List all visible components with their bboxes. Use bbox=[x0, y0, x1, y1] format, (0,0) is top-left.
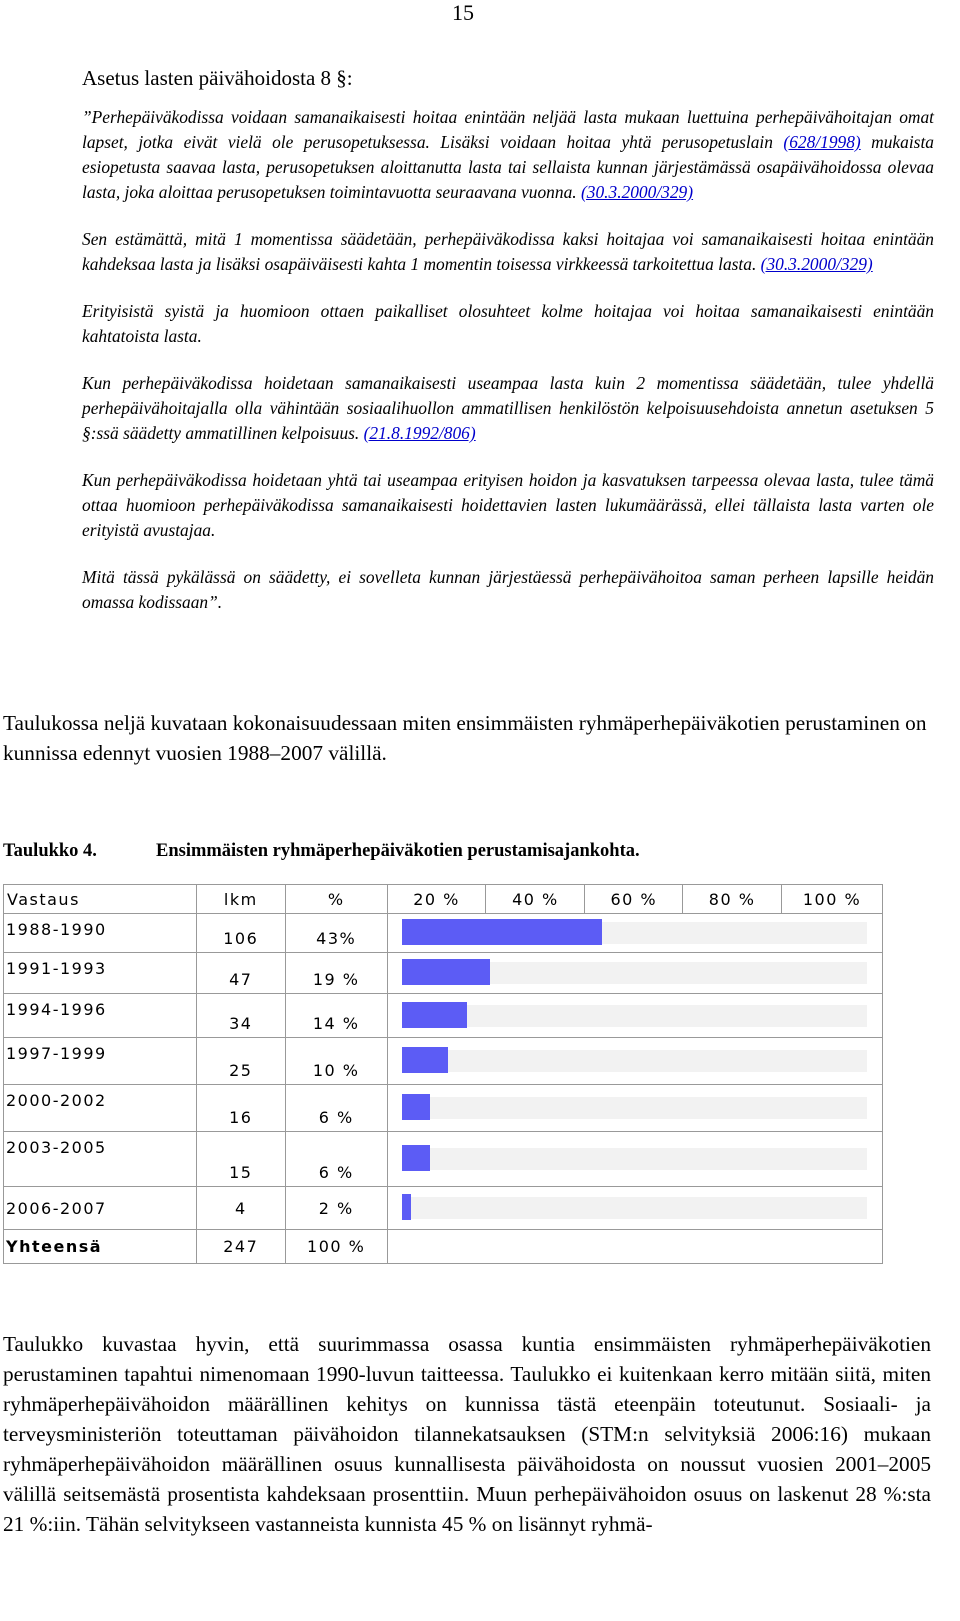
founding-period-table bbox=[3, 884, 883, 1264]
decree-paragraph-4 bbox=[82, 371, 934, 446]
page-number: 15 bbox=[452, 0, 474, 25]
total-percent-cell: 100 % bbox=[285, 1230, 387, 1264]
decree-paragraph-6: Mitä tässä pykälässä on säädetty, ei sovelleta kunnan järjestäessä perhepäivähoitoa saman perheen lapsille heidän omassa kodissaan”. bbox=[82, 567, 934, 612]
percent-cell: 2 % bbox=[285, 1187, 387, 1230]
amendment-reference-link[interactable]: (30.3.2000/329) bbox=[760, 254, 873, 274]
header-cell: 60 % bbox=[585, 885, 683, 914]
count-cell: 106 bbox=[196, 914, 285, 953]
bar-cell bbox=[387, 1132, 882, 1187]
table-row bbox=[4, 953, 883, 994]
percentage-bar bbox=[402, 1194, 411, 1220]
table-row bbox=[4, 1085, 883, 1132]
header-cell: % bbox=[285, 885, 387, 914]
count-cell: 34 bbox=[196, 994, 285, 1038]
header-cell: 100 % bbox=[782, 885, 883, 914]
period-cell: 1991-1993 bbox=[4, 953, 197, 994]
header-cell: Vastaus bbox=[4, 885, 197, 914]
bar-track bbox=[402, 1005, 867, 1027]
decree-quote bbox=[82, 66, 934, 637]
decree-paragraph-1-text-cont: mukaista esiopetusta saavaa lasta, perusopetuksen aloittanutta lasta tai sellaista kunnan järjestämässä osapäivähoidossa olevaa lasta, joka aloittaa perusopetuksen toimintavuotta seuraavana vuonna. bbox=[82, 132, 934, 202]
period-cell: 1997-1999 bbox=[4, 1038, 197, 1085]
table-total-row bbox=[4, 1230, 883, 1264]
table-row bbox=[4, 1132, 883, 1187]
bar-cell bbox=[387, 1187, 882, 1230]
percentage-bar bbox=[402, 1047, 449, 1073]
table-row bbox=[4, 994, 883, 1038]
bar-cell bbox=[387, 914, 882, 953]
percent-cell: 6 % bbox=[285, 1085, 387, 1132]
bar-track bbox=[402, 1050, 867, 1072]
count-cell: 47 bbox=[196, 953, 285, 994]
law-reference-link[interactable]: (628/1998) bbox=[783, 132, 861, 152]
period-cell: 2003-2005 bbox=[4, 1132, 197, 1187]
percentage-bar bbox=[402, 1002, 467, 1028]
table-caption-label: Taulukko 4. bbox=[3, 841, 97, 861]
table-row bbox=[4, 914, 883, 953]
percentage-bar bbox=[402, 1094, 430, 1120]
bar-cell bbox=[387, 1038, 882, 1085]
decree-paragraph-2 bbox=[82, 227, 934, 277]
amendment-reference-link[interactable]: (30.3.2000/329) bbox=[580, 182, 694, 202]
header-cell: lkm bbox=[196, 885, 285, 914]
bar-track bbox=[402, 962, 867, 984]
period-cell: 1994-1996 bbox=[4, 994, 197, 1038]
bar-cell bbox=[387, 1085, 882, 1132]
table-caption bbox=[3, 841, 640, 862]
total-count-cell: 247 bbox=[196, 1230, 285, 1264]
period-cell: 1988-1990 bbox=[4, 914, 197, 953]
header-cell: 40 % bbox=[486, 885, 585, 914]
count-cell: 4 bbox=[196, 1187, 285, 1230]
total-label-cell: Yhteensä bbox=[4, 1230, 197, 1264]
percentage-bar bbox=[402, 1145, 430, 1171]
percent-cell: 19 % bbox=[285, 953, 387, 994]
bar-cell bbox=[387, 1230, 882, 1264]
percent-cell: 6 % bbox=[285, 1132, 387, 1187]
percent-cell: 10 % bbox=[285, 1038, 387, 1085]
count-cell: 15 bbox=[196, 1132, 285, 1187]
table-header-row bbox=[4, 885, 883, 914]
decree-title: Asetus lasten päivähoidosta 8 §: bbox=[82, 66, 353, 90]
period-cell: 2000-2002 bbox=[4, 1085, 197, 1132]
percent-cell: 43% bbox=[285, 914, 387, 953]
percent-cell: 14 % bbox=[285, 994, 387, 1038]
percentage-bar bbox=[402, 919, 602, 945]
decree-paragraph-5: Kun perhepäiväkodissa hoidetaan yhtä tai useampaa erityisen hoidon ja kasvatuksen tarpeessa olevaa lasta, tulee tämä ottaa huomioon perhepäiväkodissa samanaikaisesti hoidettavien lasten lukumäärässä, ellei tällaista lasta varten ole erityistä avustajaa. bbox=[82, 470, 934, 540]
bar-cell bbox=[387, 994, 882, 1038]
bar-track bbox=[402, 1148, 867, 1170]
decree-paragraph-1-text: ”Perhepäiväkodissa voidaan samanaikaisesti hoitaa enintään neljää lasta mukaan luettuina perhepäivähoitajan omat lapset, jotka eivät vielä ole perusopetuksessa. Lisäksi voidaan hoitaa yhtä perusopetuslain bbox=[82, 107, 934, 152]
count-cell: 25 bbox=[196, 1038, 285, 1085]
table-row bbox=[4, 1038, 883, 1085]
header-cell: 20 % bbox=[387, 885, 486, 914]
closing-paragraph: Taulukko kuvastaa hyvin, että suurimmassa osassa kuntia ensimmäisten ryhmäperhepäiväkotien perustaminen tapahtui nimenomaan 1990-luvun taitteessa. Taulukko ei kuitenkaan kerro mitään siitä, miten ryhmäperhepäivähoidon määrällinen kehitys on kunnissa tästä eteenpäin toteutunut. Sosiaali- ja terveysministeriön toteuttaman päivähoidon tilannekatsauksen (STM:n selvityksiä 2006:16) mukaan ryhmäperhepäivähoidon määrällinen osuus kunnallisesta päivähoidosta on noussut vuosien 2001–2005 välillä seitsemästä prosentista kahdeksaan prosenttiin. Muun perhepäivähoidon osuus on laskenut 28 %:sta 21 %:iin. Tähän selvitykseen vastanneista kunnista 45 % on lisännyt ryhmä- bbox=[3, 1332, 931, 1536]
bar-track bbox=[402, 1097, 867, 1119]
decree-paragraph-1 bbox=[82, 105, 934, 205]
period-cell: 2006-2007 bbox=[4, 1187, 197, 1230]
header-cell: 80 % bbox=[683, 885, 782, 914]
bar-track bbox=[402, 1197, 867, 1219]
bar-track bbox=[402, 922, 867, 944]
count-cell: 16 bbox=[196, 1085, 285, 1132]
decree-paragraph-4-text: Kun perhepäiväkodissa hoidetaan samanaikaisesti useampaa lasta kuin 2 momentissa säädetään, tulee yhdellä perhepäivähoitajalla olla vähintään sosiaalihuollon ammatillisen henkilöstön kelpoisuusehdoista annetun asetuksen 5 §:ssä säädetty ammatillinen kelpoisuus. bbox=[82, 373, 934, 443]
bar-cell bbox=[387, 953, 882, 994]
table-caption-title: Ensimmäisten ryhmäperhepäiväkotien perustamisajankohta. bbox=[156, 841, 640, 861]
intro-paragraph: Taulukossa neljä kuvataan kokonaisuudessaan miten ensimmäisten ryhmäperhepäiväkotien perustaminen on kunnissa edennyt vuosien 1988–2007 välillä. bbox=[3, 711, 927, 765]
percentage-bar bbox=[402, 959, 490, 985]
amendment-reference-link[interactable]: (21.8.1992/806) bbox=[363, 423, 476, 443]
decree-paragraph-3: Erityisistä syistä ja huomioon ottaen paikalliset olosuhteet kolme hoitajaa voi hoitaa samanaikaisesti enintään kahtatoista lasta. bbox=[82, 301, 934, 346]
decree-paragraph-2-text: Sen estämättä, mitä 1 momentissa säädetään, perhepäiväkodissa kaksi hoitajaa voi samanaikaisesti hoitaa enintään kahdeksaa lasta ja lisäksi osapäiväisesti kahta 1 momentin toisessa virkkeessä tarkoitettua lasta. bbox=[82, 229, 934, 274]
table-row bbox=[4, 1187, 883, 1230]
